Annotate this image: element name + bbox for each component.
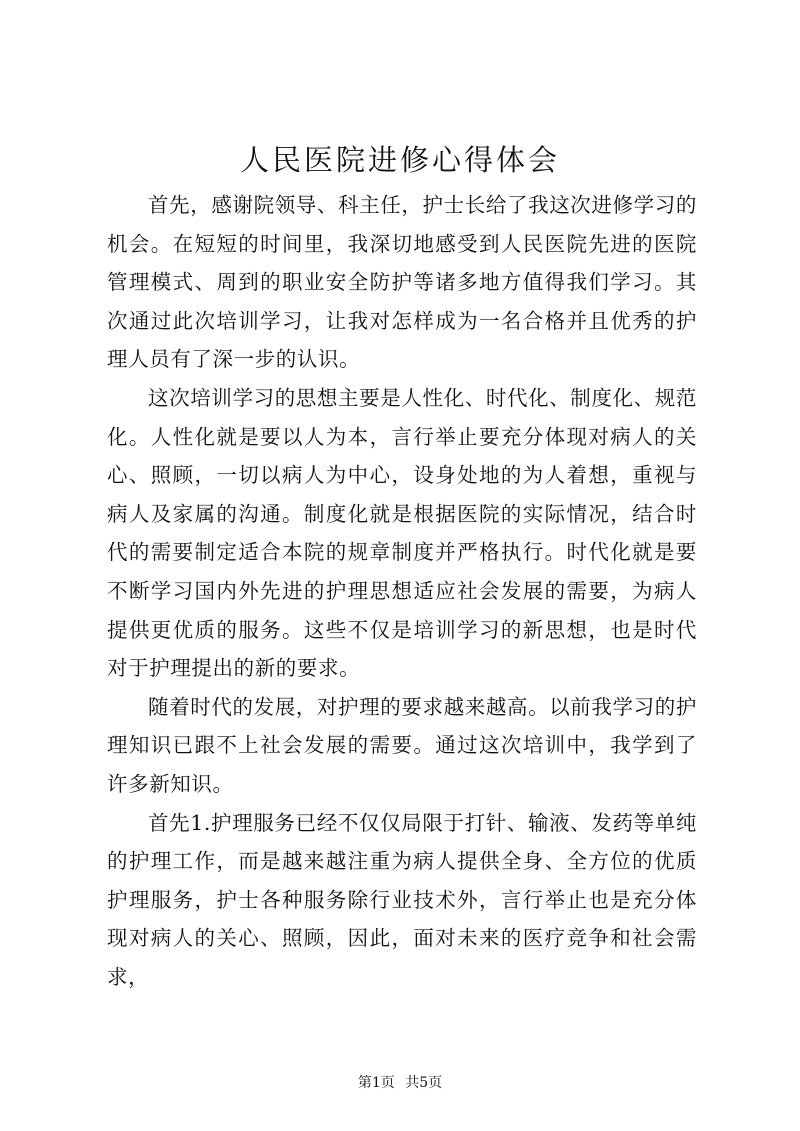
page-number-current: 第1页 xyxy=(357,1075,395,1091)
page-footer xyxy=(0,1072,800,1092)
paragraph-1: 首先，感谢院领导、科主任，护士长给了我这次进修学习的机会。在短短的时间里，我深切地感受到人民医院先进的医院管理模式、周到的职业安全防护等诸多地方值得我们学习。其次通过此次培训学习，让我对怎样成为一名合格并且优秀的护理人员有了深一步的认识。 xyxy=(107,193,697,372)
paragraph-3: 随着时代的发展，对护理的要求越来越高。以前我学习的护理知识已跟不上社会发展的需要。通过这次培训中，我学到了许多新知识。 xyxy=(107,694,697,796)
document-title: 人民医院进修心得体会 xyxy=(239,143,560,177)
page-number-total: 共5页 xyxy=(405,1075,443,1091)
document-body xyxy=(107,186,697,996)
paragraph-2: 这次培训学习的思想主要是人性化、时代化、制度化、规范化。人性化就是要以人为本，言行举止要充分体现对病人的关心、照顾，一切以病人为中心，设身处地的为人着想，重视与病人及家属的沟通。制度化就是根据医院的实际情况，结合时代的需要制定适合本院的规章制度并严格执行。时代化就是要不断学习国内外先进的护理思想适应社会发展的需要，为病人提供更优质的服务。这些不仅是培训学习的新思想，也是时代对于护理提出的新的要求。 xyxy=(107,385,697,681)
paragraph-4: 首先1.护理服务已经不仅仅局限于打针、输液、发药等单纯的护理工作，而是越来越注重为病人提供全身、全方位的优质护理服务，护士各种服务除行业技术外，言行举止也是充分体现对病人的关心、照顾，因此，面对未来的医疗竞争和社会需求， xyxy=(107,810,697,989)
